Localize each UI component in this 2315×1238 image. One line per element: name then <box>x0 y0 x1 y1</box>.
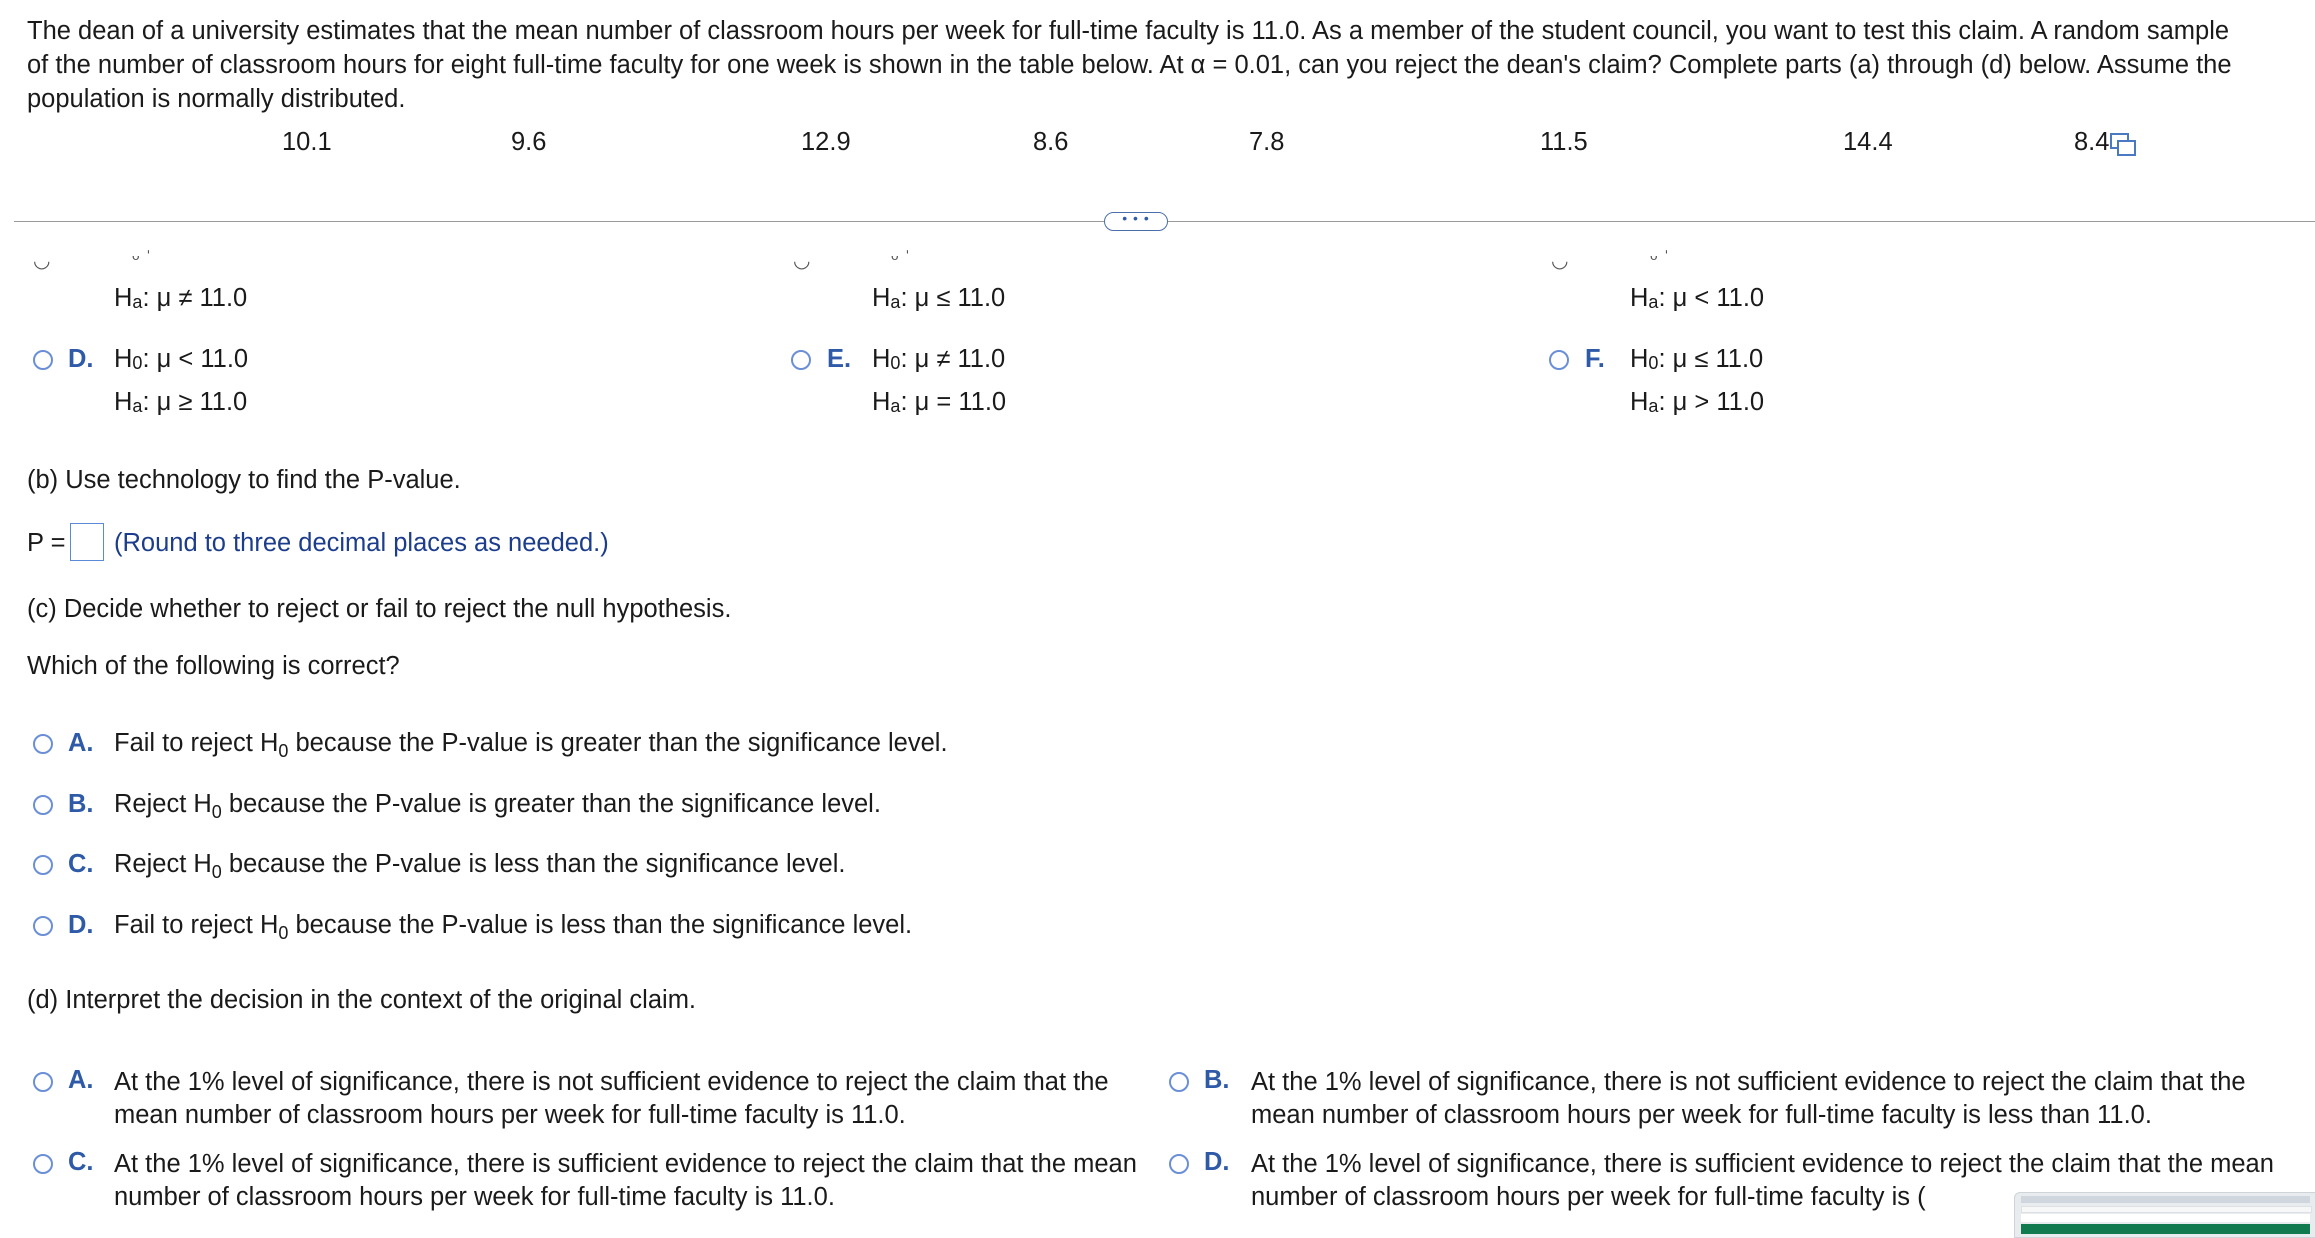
option-text: At the 1% level of significance, there is sufficient evidence to reject the claim that the mean number of classroom hours per week for full-time faculty is 11.0. <box>114 1150 1137 1211</box>
thumbnail-body <box>2021 1214 2310 1222</box>
option-b-ha: $H_a$: μ ≤ 11.0 <box>872 284 1006 312</box>
part-b-prompt: (b) Use technology to find the P-value. <box>27 466 461 494</box>
option-letter: D. <box>1204 1148 1230 1176</box>
option-letter: D. <box>68 345 94 373</box>
radio-button[interactable] <box>1169 1072 1189 1092</box>
clipped-radio-fragment: ◡ <box>33 250 51 272</box>
rounding-hint: (Round to three decimal places as needed.) <box>114 529 609 557</box>
problem-line-3: population is normally distributed. <box>27 85 406 113</box>
option-text: At the 1% level of significance, there is sufficient evidence to reject the claim that the mean number of classroom hours per week for full-time faculty is ( <box>1251 1150 2274 1211</box>
option-text: Fail to reject $H_0$ because the P-value is less than the significance level. <box>114 911 913 943</box>
option-text: Reject $H_0$ because the P-value is less than the significance level. <box>114 850 846 882</box>
copy-icon[interactable] <box>2110 132 2134 154</box>
radio-button[interactable] <box>33 734 53 754</box>
option-d-h0: $H_0$: μ < 11.0 <box>114 345 249 373</box>
thumbnail-tabs <box>2021 1196 2310 1203</box>
option-letter: C. <box>68 850 94 878</box>
data-value-last <box>2074 128 2134 157</box>
option-f-h0: $H_0$: μ ≤ 11.0 <box>1630 345 1764 373</box>
option-letter: A. <box>68 729 94 757</box>
option-letter: E. <box>827 345 852 373</box>
radio-button[interactable] <box>791 350 811 370</box>
radio-button[interactable] <box>33 916 53 936</box>
p-value-label: P = <box>27 529 66 557</box>
data-value: 11.5 <box>1540 128 1588 156</box>
radio-button[interactable] <box>33 350 53 370</box>
expand-more-button[interactable]: • • • <box>1104 212 1168 231</box>
option-c-ha: $H_a$: μ < 11.0 <box>1630 284 1765 312</box>
option-text: Reject $H_0$ because the P-value is greater than the significance level. <box>114 790 881 822</box>
option-letter: D. <box>68 911 94 939</box>
clipped-text-fragment: ᵕ ˈ <box>891 248 911 270</box>
data-value: 9.6 <box>511 128 547 156</box>
option-e-h0: $H_0$: μ ≠ 11.0 <box>872 345 1006 373</box>
clipped-radio-fragment: ◡ <box>1551 250 1569 272</box>
option-a-ha: $H_a$: μ ≠ 11.0 <box>114 284 248 312</box>
clipped-radio-fragment: ◡ <box>793 250 811 272</box>
clipped-text-fragment: ᵕ ˈ <box>1650 248 1670 270</box>
option-letter: B. <box>68 790 94 818</box>
option-text: At the 1% level of significance, there is not sufficient evidence to reject the claim that the mean number of classroom hours per week for full-time faculty is 11.0. <box>114 1068 1109 1129</box>
data-value: 14.4 <box>1843 128 1893 156</box>
option-d-ha: $H_a$: μ ≥ 11.0 <box>114 388 248 416</box>
radio-button[interactable] <box>33 795 53 815</box>
problem-line-2: of the number of classroom hours for eight full-time faculty for one week is shown in the table below. At α = 0.01, can you reject the dean's claim? Complete parts (a) through (d) below. Assume the <box>27 51 2232 79</box>
data-value: 12.9 <box>801 128 851 156</box>
data-value: 7.8 <box>1249 128 1285 156</box>
problem-line-1: The dean of a university estimates that the mean number of classroom hours per week for full-time faculty is 11.0. As a member of the student council, you want to test this claim. A random sample <box>27 17 2230 45</box>
option-text: Fail to reject $H_0$ because the P-value is greater than the significance level. <box>114 729 948 761</box>
thumbnail-address-bar <box>2021 1206 2312 1213</box>
option-text: At the 1% level of significance, there is not sufficient evidence to reject the claim that the mean number of classroom hours per week for full-time faculty is less than 11.0. <box>1251 1068 2246 1129</box>
data-value: 10.1 <box>282 128 332 156</box>
option-letter: B. <box>1204 1066 1230 1094</box>
data-value: 8.4 <box>2074 128 2110 156</box>
radio-button[interactable] <box>33 855 53 875</box>
part-c-prompt: (c) Decide whether to reject or fail to reject the null hypothesis. <box>27 595 732 623</box>
option-f-ha: $H_a$: μ > 11.0 <box>1630 388 1765 416</box>
part-c-question: Which of the following is correct? <box>27 652 400 680</box>
option-letter: C. <box>68 1148 94 1176</box>
screenshot-thumbnail[interactable] <box>2014 1192 2315 1238</box>
option-letter: A. <box>68 1066 94 1094</box>
data-value: 8.6 <box>1033 128 1069 156</box>
radio-button[interactable] <box>1169 1154 1189 1174</box>
option-e-ha: $H_a$: μ = 11.0 <box>872 388 1007 416</box>
radio-button[interactable] <box>1549 350 1569 370</box>
problem-statement <box>27 14 2292 116</box>
clipped-text-fragment: ᵕ ˈ <box>132 248 152 270</box>
option-letter: F. <box>1585 345 1605 373</box>
radio-button[interactable] <box>33 1072 53 1092</box>
p-value-input[interactable] <box>70 523 104 561</box>
thumbnail-footer <box>2021 1224 2310 1234</box>
part-d-prompt: (d) Interpret the decision in the context of the original claim. <box>27 986 697 1014</box>
radio-button[interactable] <box>33 1154 53 1174</box>
